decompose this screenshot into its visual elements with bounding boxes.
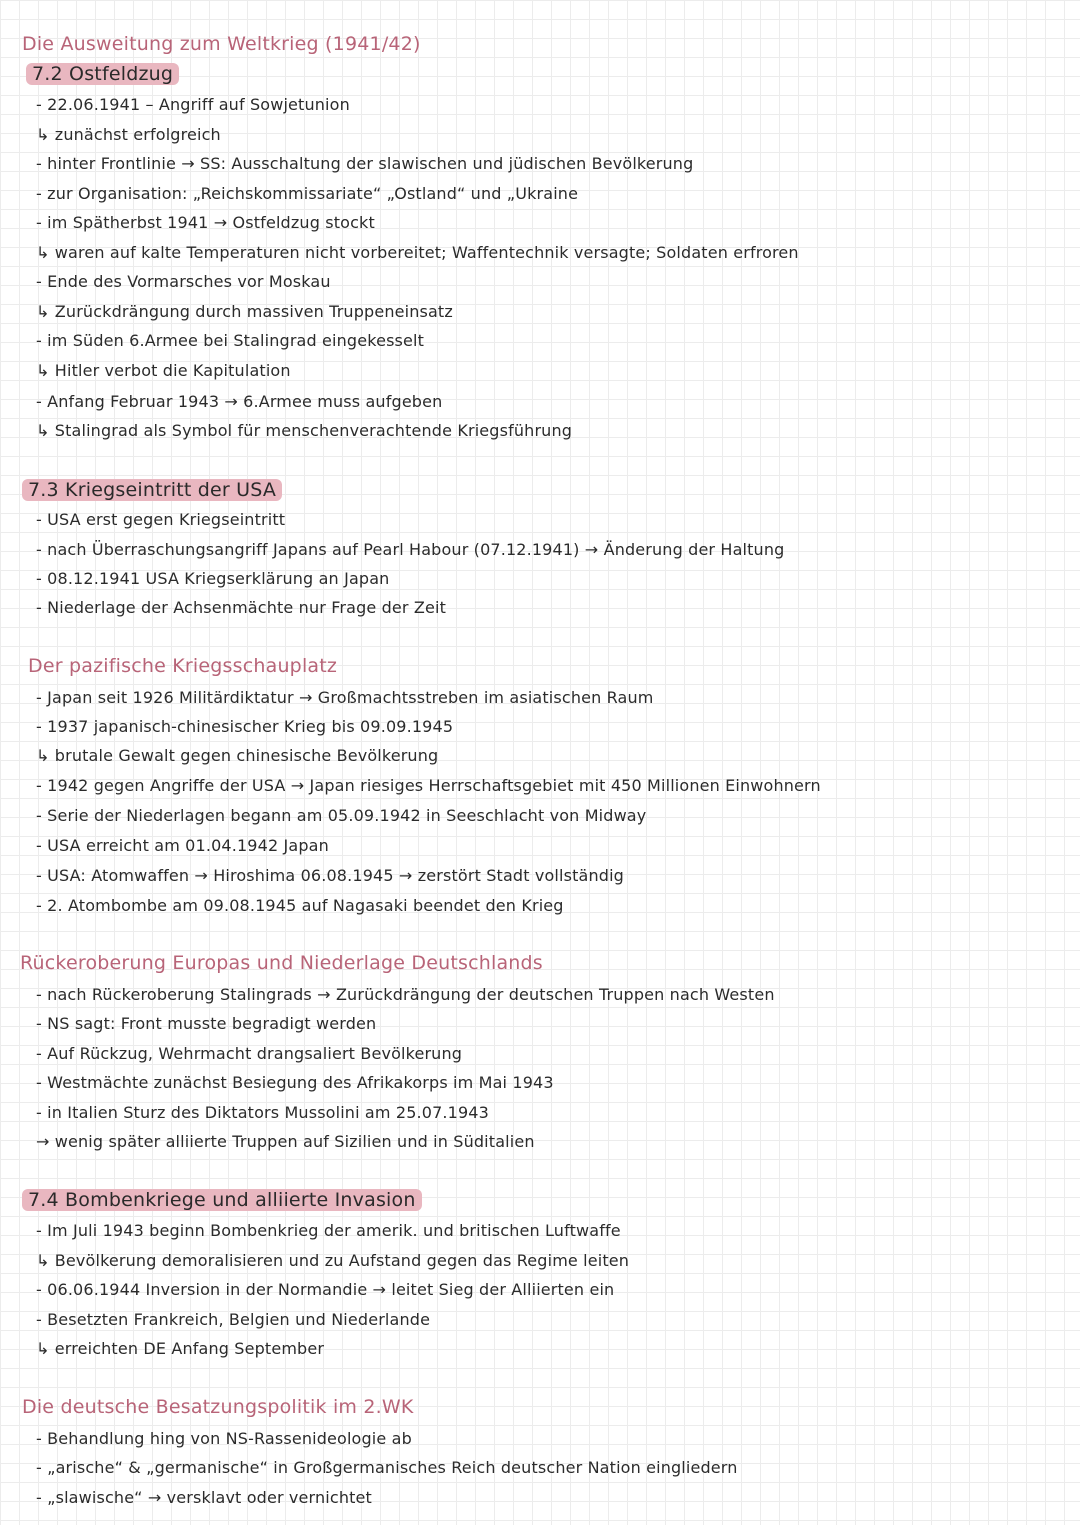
note-line: - 22.06.1941 – Angriff auf Sowjetunion [36, 95, 350, 114]
note-line: - Serie der Niederlagen begann am 05.09.1942 in Seeschlacht von Midway [36, 806, 647, 825]
note-line: - „slawische“ → versklavt oder vernichtet [36, 1488, 372, 1507]
note-line: - Westmächte zunächst Besiegung des Afrikakorps im Mai 1943 [36, 1073, 554, 1092]
section-heading-rueckeroberung: Rückeroberung Europas und Niederlage Deutschlands [20, 952, 543, 974]
note-line: ↳ Bevölkerung demoralisieren und zu Aufstand gegen das Regime leiten [36, 1251, 630, 1270]
note-line: - NS sagt: Front musste begradigt werden [36, 1014, 377, 1033]
note-line: - Im Juli 1943 beginn Bombenkrieg der amerik. und britischen Luftwaffe [36, 1221, 621, 1240]
note-line: - „arische“ & „germanische“ in Großgermanisches Reich deutscher Nation eingliedern [36, 1458, 738, 1477]
section-heading-kriegseintritt: 7.3 Kriegseintritt der USA [22, 479, 282, 501]
note-line: - 1942 gegen Angriffe der USA → Japan riesiges Herrschaftsgebiet mit 450 Millionen Einwohnern [36, 776, 821, 795]
note-line: → wenig später alliierte Truppen auf Sizilien und in Süditalien [36, 1132, 535, 1151]
note-line: - nach Überraschungsangriff Japans auf Pearl Habour (07.12.1941) → Änderung der Haltung [36, 540, 785, 559]
note-line: - 06.06.1944 Inversion in der Normandie → leitet Sieg der Alliierten ein [36, 1280, 615, 1299]
note-line: - USA erst gegen Kriegseintritt [36, 510, 286, 529]
note-line: - USA: Atomwaffen → Hiroshima 06.08.1945 → zerstört Stadt vollständig [36, 866, 624, 885]
note-line: ↳ Stalingrad als Symbol für menschenverachtende Kriegsführung [36, 421, 573, 440]
section-heading-besatzungspolitik: Die deutsche Besatzungspolitik im 2.WK [22, 1396, 414, 1418]
note-line: - Auf Rückzug, Wehrmacht drangsaliert Bevölkerung [36, 1044, 463, 1063]
note-line: ↳ erreichten DE Anfang September [36, 1339, 325, 1358]
note-line: - USA erreicht am 01.04.1942 Japan [36, 836, 329, 855]
note-line: - Niederlage der Achsenmächte nur Frage der Zeit [36, 598, 446, 617]
section-heading-pazifik: Der pazifische Kriegsschauplatz [28, 655, 338, 677]
page-title: Die Ausweitung zum Weltkrieg (1941/42) [22, 33, 421, 55]
note-line: - im Süden 6.Armee bei Stalingrad eingekesselt [36, 331, 425, 350]
note-line: - 2. Atombombe am 09.08.1945 auf Nagasaki beendet den Krieg [36, 896, 564, 915]
note-line: - im Spätherbst 1941 → Ostfeldzug stockt [36, 213, 375, 232]
note-line: ↳ brutale Gewalt gegen chinesische Bevölkerung [36, 746, 439, 765]
note-line: ↳ zunächst erfolgreich [36, 125, 221, 144]
note-line: - 08.12.1941 USA Kriegserklärung an Japan [36, 569, 390, 588]
note-line: - hinter Frontlinie → SS: Ausschaltung der slawischen und jüdischen Bevölkerung [36, 154, 694, 173]
note-line: ↳ waren auf kalte Temperaturen nicht vorbereitet; Waffentechnik versagte; Soldaten erfroren [36, 243, 799, 262]
note-line: ↳ Hitler verbot die Kapitulation [36, 361, 291, 380]
section-heading-ostfeldzug: 7.2 Ostfeldzug [26, 63, 179, 85]
note-line: - Japan seit 1926 Militärdiktatur → Großmachtsstreben im asiatischen Raum [36, 688, 654, 707]
note-line: - 1937 japanisch-chinesischer Krieg bis 09.09.1945 [36, 717, 454, 736]
section-heading-bombenkriege: 7.4 Bombenkriege und alliierte Invasion [22, 1189, 422, 1211]
note-line: - nach Rückeroberung Stalingrads → Zurückdrängung der deutschen Truppen nach Westen [36, 985, 775, 1004]
note-line: - Behandlung hing von NS-Rassenideologie ab [36, 1429, 412, 1448]
note-line: - in Italien Sturz des Diktators Mussolini am 25.07.1943 [36, 1103, 489, 1122]
note-line: - Besetzten Frankreich, Belgien und Niederlande [36, 1310, 431, 1329]
note-line: - Ende des Vormarsches vor Moskau [36, 272, 331, 291]
note-line: - zur Organisation: „Reichskommissariate“ „Ostland“ und „Ukraine [36, 184, 579, 203]
note-line: ↳ Zurückdrängung durch massiven Truppeneinsatz [36, 302, 453, 321]
note-line: - Anfang Februar 1943 → 6.Armee muss aufgeben [36, 392, 443, 411]
